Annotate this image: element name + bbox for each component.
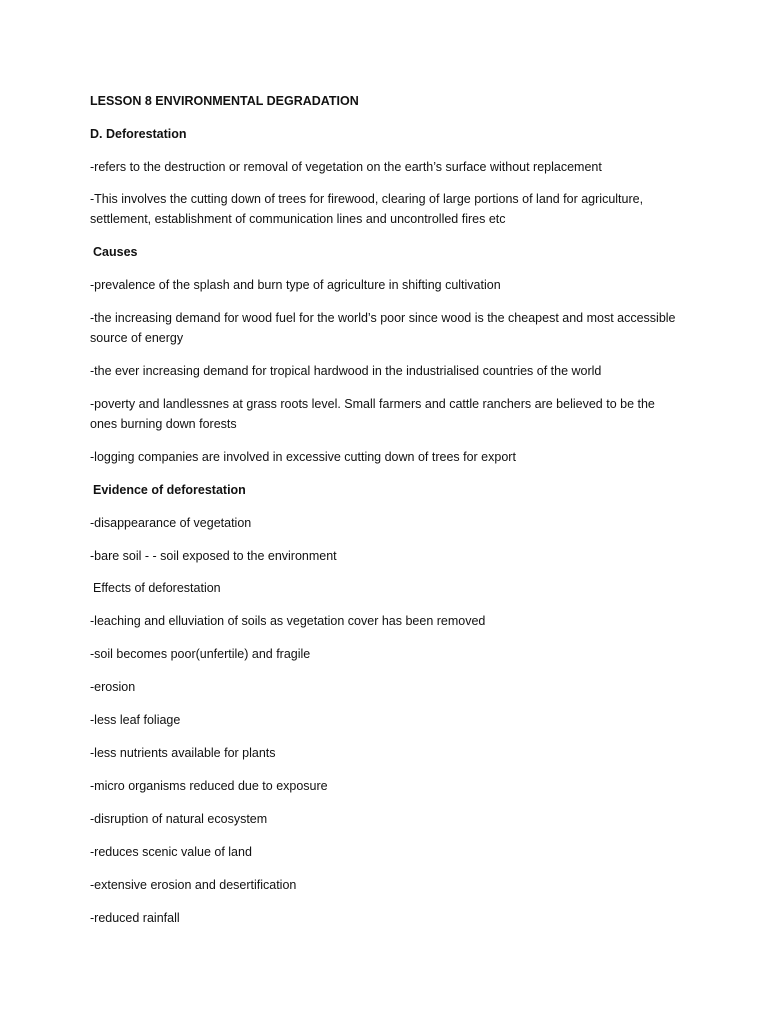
causes-heading: Causes (93, 245, 138, 259)
cause-item: -poverty and landlessnes at grass roots level. Small farmers and cattle ranchers are believed to be the ones burning down forests (90, 397, 655, 431)
section-title: D. Deforestation (90, 127, 187, 141)
effect-item: -leaching and elluviation of soils as vegetation cover has been removed (90, 614, 486, 628)
definition-paragraph: -refers to the destruction or removal of vegetation on the earth’s surface without replacement (90, 160, 602, 174)
effect-item: -extensive erosion and desertification (90, 878, 297, 892)
effect-item: -disruption of natural ecosystem (90, 812, 268, 826)
effect-item: -reduced rainfall (90, 911, 180, 925)
effect-item: -erosion (90, 680, 136, 694)
evidence-item: -disappearance of vegetation (90, 516, 252, 530)
evidence-heading: Evidence of deforestation (93, 483, 246, 497)
cause-item: -the ever increasing demand for tropical hardwood in the industrialised countries of the world (90, 364, 602, 378)
cause-item: -the increasing demand for wood fuel for the world’s poor since wood is the cheapest and most accessible source of energy (90, 311, 676, 345)
effect-item: -reduces scenic value of land (90, 845, 252, 859)
effect-item: -less nutrients available for plants (90, 746, 276, 760)
effect-item: -less leaf foliage (90, 713, 181, 727)
cause-item: -prevalence of the splash and burn type of agriculture in shifting cultivation (90, 278, 501, 292)
effect-item: -micro organisms reduced due to exposure (90, 779, 328, 793)
cause-item: -logging companies are involved in excessive cutting down of trees for export (90, 450, 516, 464)
effect-item: -soil becomes poor(unfertile) and fragile (90, 647, 311, 661)
lesson-title: LESSON 8 ENVIRONMENTAL DEGRADATION (90, 94, 359, 108)
evidence-item: -bare soil - - soil exposed to the environment (90, 549, 337, 563)
effects-heading: Effects of deforestation (93, 581, 221, 595)
definition-paragraph: -This involves the cutting down of trees for firewood, clearing of large portions of land for agriculture, settlement, establishment of communication lines and uncontrolled fires etc (90, 192, 644, 226)
